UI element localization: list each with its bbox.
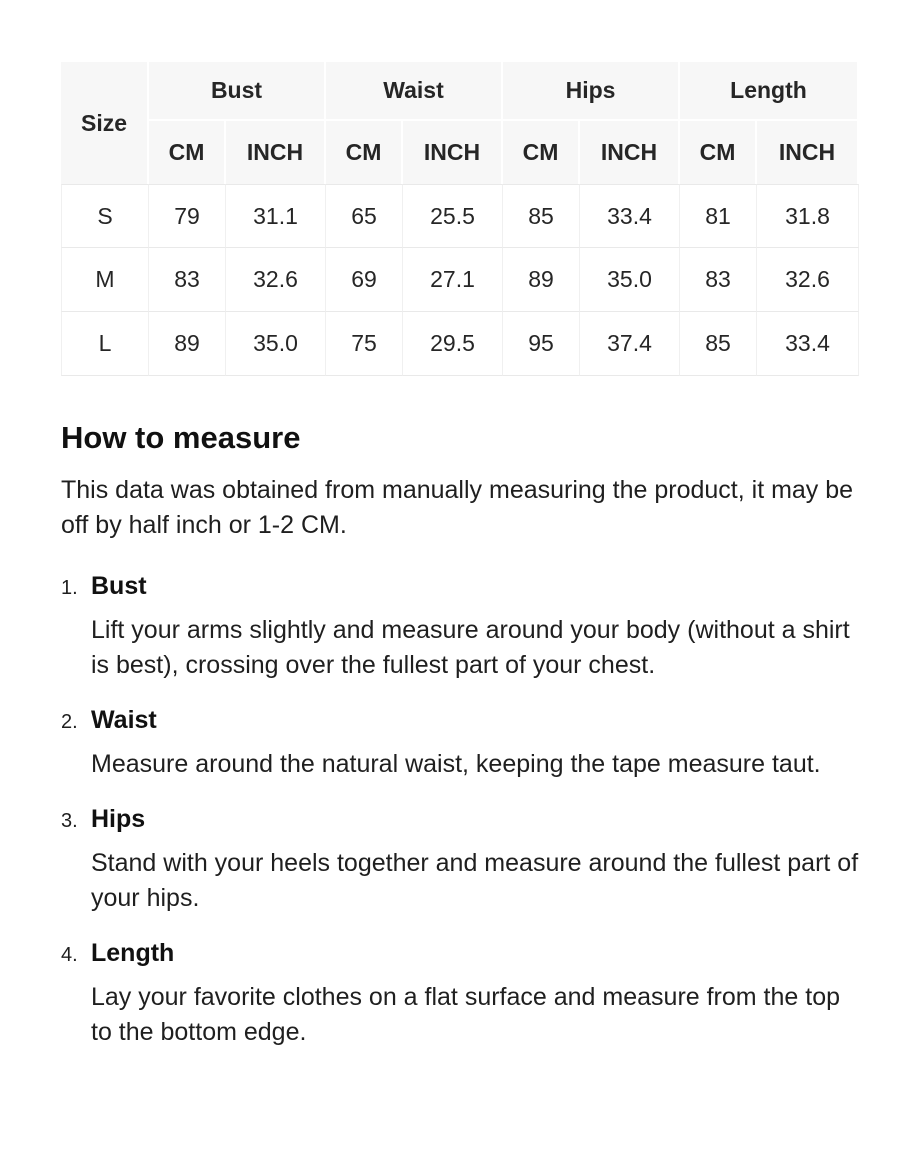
cell: 75 bbox=[326, 312, 403, 376]
cell: 33.4 bbox=[580, 184, 680, 248]
measure-disclaimer: This data was obtained from manually measuring the product, it may be off by half inch or 1-2 CM. bbox=[61, 476, 854, 539]
measure-step-bust bbox=[61, 569, 859, 683]
size-column-header: Size bbox=[61, 62, 149, 184]
step-number: 4. bbox=[61, 944, 78, 966]
size-chart-header bbox=[61, 62, 859, 184]
table-row-l bbox=[61, 312, 859, 376]
cell: 89 bbox=[503, 248, 580, 312]
step-description: Stand with your heels together and measure around the fullest part of your hips. bbox=[91, 849, 859, 912]
bust-group-header: Bust bbox=[149, 62, 326, 121]
cell: 31.1 bbox=[226, 184, 326, 248]
length-cm-header: CM bbox=[680, 121, 757, 184]
step-term: Length bbox=[91, 939, 175, 967]
step-term: Waist bbox=[91, 706, 157, 734]
step-header bbox=[61, 703, 859, 739]
table-row-s bbox=[61, 184, 859, 248]
hips-group-header: Hips bbox=[503, 62, 680, 121]
step-header bbox=[61, 936, 859, 972]
cell: 79 bbox=[149, 184, 226, 248]
hips-cm-header: CM bbox=[503, 121, 580, 184]
cell: 65 bbox=[326, 184, 403, 248]
measure-step-length bbox=[61, 936, 859, 1050]
step-number: 1. bbox=[61, 577, 78, 599]
cell: 85 bbox=[503, 184, 580, 248]
cell: 32.6 bbox=[757, 248, 859, 312]
waist-group-header: Waist bbox=[326, 62, 503, 121]
step-header bbox=[61, 569, 859, 605]
cell: 35.0 bbox=[580, 248, 680, 312]
cell: 27.1 bbox=[403, 248, 503, 312]
cell: 29.5 bbox=[403, 312, 503, 376]
length-group-header: Length bbox=[680, 62, 859, 121]
step-description: Lift your arms slightly and measure around your body (without a shirt is best), crossing over the fullest part of your chest. bbox=[91, 616, 850, 679]
length-inch-header: INCH bbox=[757, 121, 859, 184]
waist-cm-header: CM bbox=[326, 121, 403, 184]
how-to-measure-heading: How to measure bbox=[61, 420, 301, 455]
cell: 83 bbox=[149, 248, 226, 312]
table-row-m bbox=[61, 248, 859, 312]
step-header bbox=[61, 802, 859, 838]
step-term: Hips bbox=[91, 805, 146, 833]
size-cell: M bbox=[61, 248, 149, 312]
cell: 89 bbox=[149, 312, 226, 376]
cell: 37.4 bbox=[580, 312, 680, 376]
measure-step-waist bbox=[61, 703, 859, 782]
cell: 81 bbox=[680, 184, 757, 248]
step-description: Measure around the natural waist, keeping the tape measure taut. bbox=[91, 750, 821, 778]
cell: 83 bbox=[680, 248, 757, 312]
step-description: Lay your favorite clothes on a flat surface and measure from the top to the bottom edge. bbox=[91, 983, 841, 1046]
cell: 95 bbox=[503, 312, 580, 376]
cell: 31.8 bbox=[757, 184, 859, 248]
step-number: 3. bbox=[61, 810, 78, 832]
size-chart-body bbox=[61, 184, 859, 376]
bust-inch-header: INCH bbox=[226, 121, 326, 184]
hips-inch-header: INCH bbox=[580, 121, 680, 184]
size-cell: S bbox=[61, 184, 149, 248]
bust-cm-header: CM bbox=[149, 121, 226, 184]
cell: 35.0 bbox=[226, 312, 326, 376]
step-term: Bust bbox=[91, 572, 147, 600]
size-chart-table bbox=[61, 62, 859, 376]
cell: 32.6 bbox=[226, 248, 326, 312]
cell: 85 bbox=[680, 312, 757, 376]
cell: 69 bbox=[326, 248, 403, 312]
measure-steps-list bbox=[61, 569, 859, 1050]
size-cell: L bbox=[61, 312, 149, 376]
measure-step-hips bbox=[61, 802, 859, 916]
cell: 25.5 bbox=[403, 184, 503, 248]
waist-inch-header: INCH bbox=[403, 121, 503, 184]
step-number: 2. bbox=[61, 711, 78, 733]
cell: 33.4 bbox=[757, 312, 859, 376]
